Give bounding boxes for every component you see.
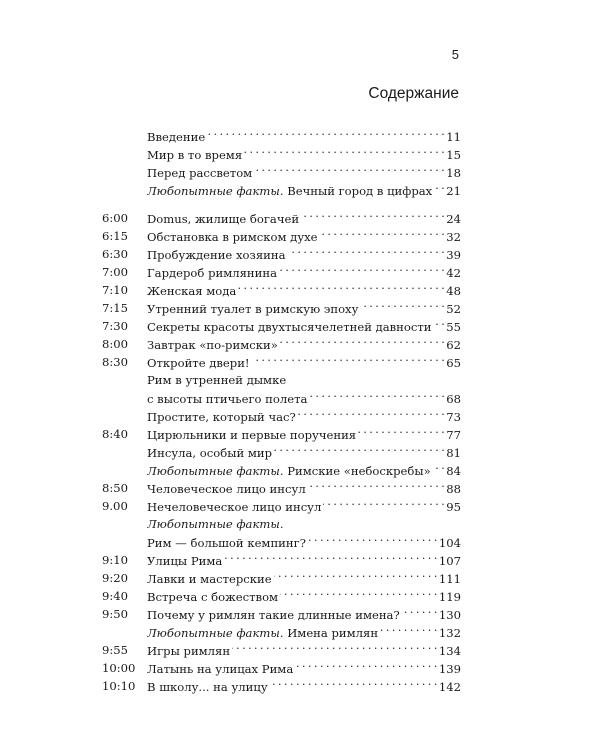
toc-title bbox=[147, 390, 307, 408]
toc-entry bbox=[147, 353, 461, 372]
toc-time: 9:50 bbox=[102, 607, 129, 621]
toc-time: 8:50 bbox=[102, 481, 129, 495]
toc-row bbox=[0, 335, 600, 353]
toc-page: 15 bbox=[446, 148, 461, 162]
toc-time: 6:00 bbox=[102, 211, 129, 225]
toc-page: 119 bbox=[438, 590, 461, 604]
toc-leader-dots bbox=[279, 263, 444, 277]
toc-italic-prefix: Любопытные факты. bbox=[147, 184, 284, 198]
toc-time: 9:10 bbox=[102, 553, 129, 567]
toc-page: 111 bbox=[438, 572, 461, 586]
toc-entry bbox=[147, 389, 461, 408]
toc-time: 10:00 bbox=[102, 661, 136, 675]
toc-title bbox=[147, 182, 432, 200]
toc-title bbox=[147, 282, 236, 300]
toc-time: 9:20 bbox=[102, 571, 129, 585]
toc-title-text: Обстановка в римском духе bbox=[147, 230, 318, 244]
toc-leader-dots bbox=[360, 299, 444, 313]
toc-entry bbox=[147, 605, 461, 624]
toc-row bbox=[0, 145, 600, 163]
toc-title bbox=[147, 300, 358, 318]
toc-italic-prefix: Любопытные факты. bbox=[147, 517, 284, 531]
toc-leader-dots bbox=[323, 497, 444, 511]
toc-title bbox=[147, 264, 277, 282]
toc-title-text: Гардероб римлянина bbox=[147, 266, 278, 280]
toc-title bbox=[147, 128, 205, 146]
toc-leader-dots bbox=[254, 163, 444, 177]
toc-title bbox=[147, 444, 272, 462]
toc-title-text: Введение bbox=[147, 130, 206, 144]
toc-row bbox=[0, 299, 600, 317]
toc-page: 62 bbox=[446, 338, 461, 352]
toc-leader-dots bbox=[380, 623, 437, 637]
toc-leader-dots bbox=[270, 677, 437, 691]
toc-entry bbox=[147, 479, 461, 498]
toc-entry bbox=[147, 371, 461, 389]
toc-time: 8:40 bbox=[102, 427, 129, 441]
toc-entry bbox=[147, 623, 461, 642]
toc-entry bbox=[147, 569, 461, 588]
toc-title-text: Человеческое лицо инсул bbox=[147, 482, 306, 496]
toc-time: 8:30 bbox=[102, 355, 129, 369]
toc-entry bbox=[147, 515, 461, 533]
toc-row bbox=[0, 461, 600, 479]
toc-row bbox=[0, 389, 600, 407]
toc-leader-dots bbox=[295, 659, 437, 673]
toc-time: 6:15 bbox=[102, 229, 129, 243]
toc-row bbox=[0, 407, 600, 425]
toc-row bbox=[0, 443, 600, 461]
toc-title-text: В школу... на улицу bbox=[147, 680, 268, 694]
toc-leader-dots bbox=[274, 569, 437, 583]
toc-italic-prefix: Любопытные факты. bbox=[147, 464, 284, 478]
toc-entry bbox=[147, 181, 461, 200]
toc-time: 7:30 bbox=[102, 319, 129, 333]
toc-page: 81 bbox=[446, 446, 461, 460]
toc-leader-dots bbox=[280, 587, 437, 601]
toc-title bbox=[147, 515, 284, 533]
toc-title-text: Мир в то время bbox=[147, 148, 243, 162]
toc-title-text: Игры римлян bbox=[147, 644, 231, 658]
toc-entry bbox=[147, 209, 461, 228]
toc-entry bbox=[147, 659, 461, 678]
toc-title-text: Рим — большой кемпинг? bbox=[147, 536, 306, 550]
toc-title bbox=[147, 228, 318, 246]
toc-leader-dots bbox=[252, 353, 445, 367]
toc-row bbox=[0, 227, 600, 245]
toc-leader-dots bbox=[244, 145, 444, 159]
toc-page: 65 bbox=[446, 356, 461, 370]
toc-time: 9:40 bbox=[102, 589, 129, 603]
toc-italic-prefix: Любопытные факты. bbox=[147, 626, 284, 640]
toc-title-text: Пробуждение хозяина bbox=[147, 248, 286, 262]
toc-title-text: Лавки и мастерские bbox=[147, 572, 272, 586]
toc-page: 18 bbox=[446, 166, 461, 180]
toc-row bbox=[0, 209, 600, 227]
toc-title-text: Перед рассветом bbox=[147, 166, 253, 180]
toc-entry bbox=[147, 677, 461, 696]
toc-entry bbox=[147, 587, 461, 606]
toc-title-text: Встреча с божеством bbox=[147, 590, 279, 604]
toc-leader-dots bbox=[207, 127, 444, 141]
toc-page: 68 bbox=[446, 392, 461, 406]
toc-leader-dots bbox=[280, 335, 444, 349]
toc-row bbox=[0, 353, 600, 371]
toc-entry bbox=[147, 497, 461, 516]
toc-time: 8:00 bbox=[102, 337, 129, 351]
toc-title-text: Цирюльники и первые поручения bbox=[147, 428, 357, 442]
toc-entry bbox=[147, 425, 461, 444]
toc-row bbox=[0, 587, 600, 605]
toc-leader-dots bbox=[301, 209, 444, 223]
toc-entry bbox=[147, 407, 461, 426]
toc-row bbox=[0, 605, 600, 623]
toc-row bbox=[0, 569, 600, 587]
toc-row bbox=[0, 551, 600, 569]
toc-title-text: с высоты птичьего полета bbox=[147, 392, 308, 406]
toc-entry bbox=[147, 163, 461, 182]
toc-title bbox=[147, 336, 278, 354]
toc-entry bbox=[147, 443, 461, 462]
toc-page: 21 bbox=[446, 184, 461, 198]
toc-row bbox=[0, 533, 600, 551]
toc-title bbox=[147, 318, 432, 336]
toc-row bbox=[0, 641, 600, 659]
toc-page: 139 bbox=[438, 662, 461, 676]
toc-leader-dots bbox=[434, 317, 445, 331]
toc-entry bbox=[147, 127, 461, 146]
toc-row bbox=[0, 263, 600, 281]
toc-leader-dots bbox=[298, 407, 444, 421]
toc-title bbox=[147, 164, 252, 182]
toc-page: 134 bbox=[438, 644, 461, 658]
toc-time: 7:10 bbox=[102, 283, 129, 297]
toc-page: 130 bbox=[438, 608, 461, 622]
toc-title bbox=[147, 146, 242, 164]
toc-entry bbox=[147, 145, 461, 164]
toc-time: 6:30 bbox=[102, 247, 129, 261]
toc-page: 39 bbox=[446, 248, 461, 262]
toc-title-text: Вечный город в цифрах bbox=[287, 184, 433, 198]
toc-page: 104 bbox=[438, 536, 461, 550]
toc-page: 48 bbox=[446, 284, 461, 298]
toc-title bbox=[147, 210, 299, 228]
toc-entry bbox=[147, 317, 461, 336]
toc-row bbox=[0, 479, 600, 497]
toc-title bbox=[147, 354, 250, 372]
toc-entry bbox=[147, 641, 461, 660]
toc-leader-dots bbox=[274, 443, 444, 457]
toc-leader-dots bbox=[232, 641, 437, 655]
toc-entry bbox=[147, 461, 461, 480]
toc-title-text: Почему у римлян такие длинные имена? bbox=[147, 608, 400, 622]
toc-entry bbox=[147, 281, 461, 300]
toc-leader-dots bbox=[358, 425, 444, 439]
toc-entry bbox=[147, 299, 461, 318]
toc-title bbox=[147, 462, 431, 480]
toc-leader-dots bbox=[308, 479, 445, 493]
toc-title bbox=[147, 498, 321, 516]
page-number: 5 bbox=[451, 47, 459, 62]
toc-leader-dots bbox=[308, 533, 437, 547]
toc-row bbox=[0, 425, 600, 443]
toc-time: 10:10 bbox=[102, 679, 136, 693]
toc-title bbox=[147, 678, 268, 696]
toc-leader-dots bbox=[309, 389, 444, 403]
toc-row bbox=[0, 623, 600, 641]
toc-title-text: Имена римлян bbox=[287, 626, 379, 640]
toc-page: 55 bbox=[446, 320, 461, 334]
toc-leader-dots bbox=[434, 181, 444, 195]
toc-leader-dots bbox=[238, 281, 444, 295]
toc-time: 7:15 bbox=[102, 301, 129, 315]
toc-title bbox=[147, 408, 296, 426]
toc-row bbox=[0, 317, 600, 335]
toc-page: 132 bbox=[438, 626, 461, 640]
toc-row bbox=[0, 659, 600, 677]
toc-entry bbox=[147, 533, 461, 552]
toc-entry bbox=[147, 227, 461, 246]
toc-time: 7:00 bbox=[102, 265, 129, 279]
toc-page: 77 bbox=[446, 428, 461, 442]
toc-title bbox=[147, 534, 306, 552]
toc-leader-dots bbox=[320, 227, 445, 241]
toc-entry bbox=[147, 551, 461, 570]
toc-title-text: Откройте двери! bbox=[147, 356, 250, 370]
toc-title bbox=[147, 426, 356, 444]
toc-row bbox=[0, 163, 600, 181]
toc-page: 107 bbox=[438, 554, 461, 568]
toc-row bbox=[0, 281, 600, 299]
table-of-contents bbox=[0, 127, 600, 695]
toc-title bbox=[147, 606, 400, 624]
toc-title-text: Рим в утренней дымке bbox=[147, 373, 287, 387]
toc-entry bbox=[147, 245, 461, 264]
toc-time: 9:55 bbox=[102, 643, 129, 657]
toc-title-text: Инсула, особый мир bbox=[147, 446, 273, 460]
toc-page: 73 bbox=[446, 410, 461, 424]
toc-title-text: Domus, жилище богачей bbox=[147, 212, 300, 226]
toc-entry bbox=[147, 263, 461, 282]
toc-title bbox=[147, 642, 230, 660]
toc-row bbox=[0, 677, 600, 695]
toc-title bbox=[147, 570, 272, 588]
toc-page: 142 bbox=[438, 680, 461, 694]
toc-page: 84 bbox=[446, 464, 461, 478]
toc-page: 52 bbox=[446, 302, 461, 316]
toc-title-text: Женская мода bbox=[147, 284, 237, 298]
toc-leader-dots bbox=[433, 461, 445, 475]
toc-title bbox=[147, 552, 222, 570]
toc-title bbox=[147, 371, 286, 389]
toc-title-text: Утренний туалет в римскую эпоху bbox=[147, 302, 359, 316]
toc-row bbox=[0, 371, 600, 389]
toc-title-text: Римские «небоскребы» bbox=[287, 464, 431, 478]
toc-title bbox=[147, 480, 306, 498]
toc-title bbox=[147, 588, 278, 606]
toc-title-text: Улицы Рима bbox=[147, 554, 223, 568]
toc-leader-dots bbox=[402, 605, 437, 619]
toc-title bbox=[147, 624, 378, 642]
toc-page: 88 bbox=[446, 482, 461, 496]
toc-title-text: Завтрак «по-римски» bbox=[147, 338, 278, 352]
toc-title-text: Нечеловеческое лицо инсул bbox=[147, 500, 322, 514]
toc-row bbox=[0, 245, 600, 263]
toc-row bbox=[0, 127, 600, 145]
toc-row bbox=[0, 515, 600, 533]
toc-page: 32 bbox=[446, 230, 461, 244]
toc-title-text: Латынь на улицах Рима bbox=[147, 662, 294, 676]
toc-title-text: Секреты красоты двухтысячелетней давности bbox=[147, 320, 432, 334]
toc-leader-dots bbox=[288, 245, 445, 259]
toc-title bbox=[147, 660, 293, 678]
toc-page: 42 bbox=[446, 266, 461, 280]
toc-row bbox=[0, 181, 600, 199]
toc-page: 11 bbox=[446, 130, 461, 144]
toc-leader-dots bbox=[224, 551, 437, 565]
toc-heading: Содержание bbox=[368, 85, 459, 102]
toc-title bbox=[147, 246, 286, 264]
toc-title-text: Простите, который час? bbox=[147, 410, 296, 424]
toc-page: 24 bbox=[446, 212, 461, 226]
toc-row bbox=[0, 497, 600, 515]
toc-page: 95 bbox=[446, 500, 461, 514]
toc-entry bbox=[147, 335, 461, 354]
toc-time: 9.00 bbox=[102, 499, 128, 513]
